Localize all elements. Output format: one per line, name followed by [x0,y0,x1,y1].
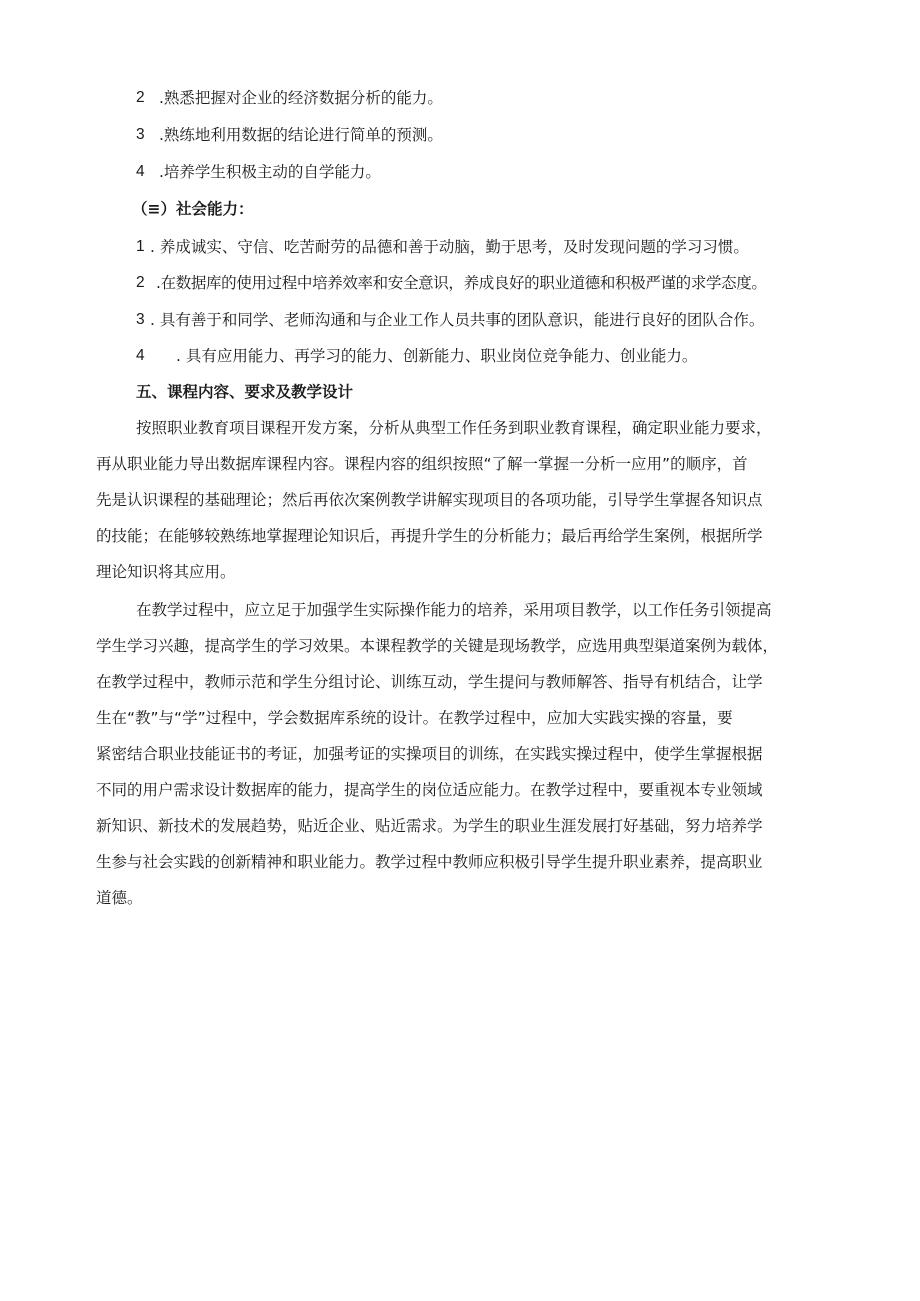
list-text: .熟悉把握对企业的经济数据分析的能力。 [159,89,443,107]
list-text: .培养学生积极主动的自学能力。 [159,163,381,181]
paragraph-line: 不同的用户需求设计数据库的能力，提高学生的岗位适应能力。在教学过程中，要重视本专业领域 [96,781,763,799]
paragraph-line: 先是认识课程的基础理论；然后再依次案例教学讲解实现项目的各项功能，引导学生掌握各知识点 [96,491,763,509]
list-text: .在数据库的使用过程中培养效率和安全意识，养成良好的职业道德和积极严谨的求学态度。 [156,274,767,292]
paragraph-line: 紧密结合职业技能证书的考证，加强考证的实操项目的训练，在实践实操过程中，使学生掌握根据 [96,745,763,763]
list-text: . 养成诚实、守信、吃苦耐劳的品德和善于动脑，勤于思考，及时发现问题的学习习惯。 [150,238,749,256]
list-number: 3 [136,126,145,143]
list-number: 4 [136,163,145,180]
paragraph-line: 生在“教”与“学”过程中，学会数据库系统的设计。在教学过程中，应加大实践实操的容量，要 [96,709,733,727]
paragraph-line: 道德。 [96,889,143,907]
paragraph-line: 在教学过程中，教师示范和学生分组讨论、训练互动，学生提问与教师解答、指导有机结合，让学 [96,673,763,691]
paragraph-line: 按照职业教育项目课程开发方案，分析从典型工作任务到职业教育课程，确定职业能力要求， [136,419,772,437]
list-number: 2 [136,89,145,106]
paragraph-line: 再从职业能力导出数据库课程内容。课程内容的组织按照“了解一掌握一分析一应用”的顺序，首 [96,455,748,473]
paragraph-line: 新知识、新技术的发展趋势，贴近企业、贴近需求。为学生的职业生涯发展打好基础，努力培养学 [96,817,763,835]
paragraph-line: 理论知识将其应用。 [96,563,236,581]
list-number: 2 [136,274,145,291]
list-number: 3 [136,311,145,328]
list-text: . 具有善于和同学、老师沟通和与企业工作人员共事的团队意识，能进行良好的团队合作。 [150,311,765,329]
paragraph-line: 学生学习兴趣，提高学生的学习效果。本课程教学的关键是现场教学，应选用典型渠道案例为载体， [96,637,779,655]
paragraph-line: 生参与社会实践的创新精神和职业能力。教学过程中教师应积极引导学生提升职业素养，提高职业 [96,853,763,871]
subsection-heading: （≡）社会能力： [132,200,254,218]
list-number: 1 [136,238,145,255]
paragraph-line: 的技能；在能够较熟练地掌握理论知识后，再提升学生的分析能力；最后再给学生案例，根据所学 [96,527,763,545]
list-text: . 具有应用能力、再学习的能力、创新能力、职业岗位竞争能力、创业能力。 [176,347,698,365]
paragraph-line: 在教学过程中，应立足于加强学生实际操作能力的培养，采用项目教学，以工作任务引领提高 [136,601,772,619]
section-heading: 五、课程内容、要求及教学设计 [136,383,354,401]
list-text: .熟练地利用数据的结论进行简单的预测。 [159,126,443,144]
list-number: 4 [136,347,145,364]
